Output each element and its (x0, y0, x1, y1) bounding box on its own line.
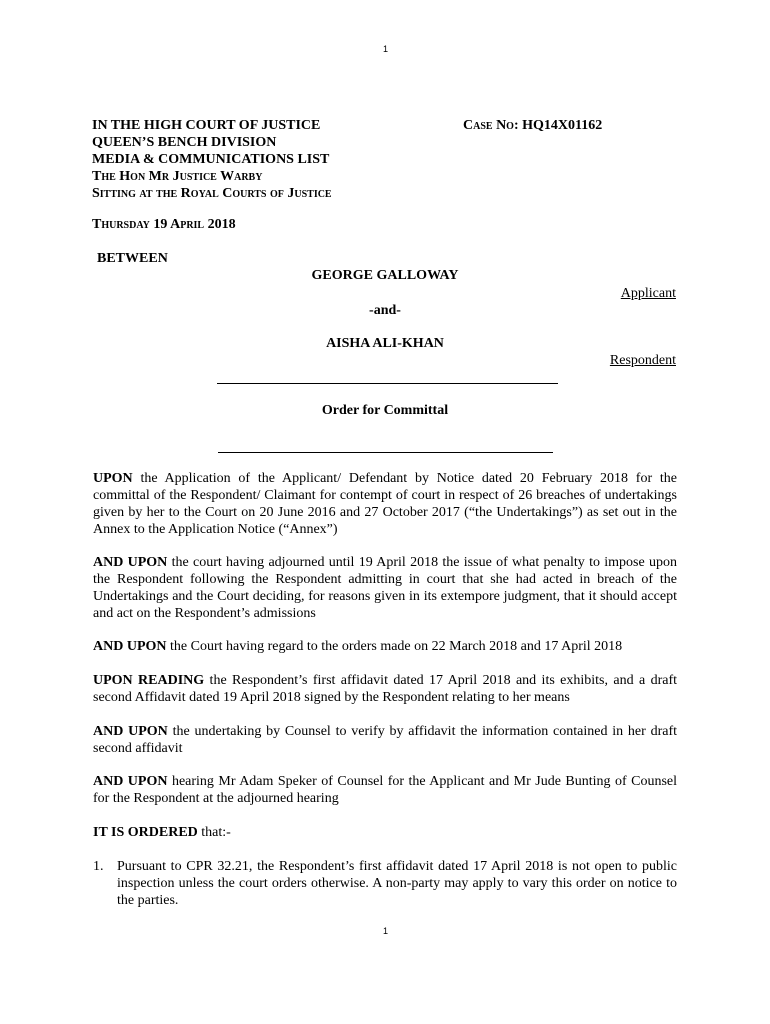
order-intro (93, 824, 677, 841)
applicant-name: GEORGE GALLOWAY (311, 268, 459, 283)
recital-text: hearing Mr Adam Speker of Counsel for the Applicant and Mr Jude Bunting of Counsel for the Respondent at the adjourned hearing (93, 774, 677, 806)
judge-line: The Hon Mr Justice Warby (92, 169, 263, 184)
recital-lead: AND UPON (93, 555, 168, 570)
recital-2 (93, 554, 677, 622)
recital-text: that:- (197, 825, 231, 840)
and-separator: -and- (369, 303, 401, 318)
recital-3 (93, 638, 677, 655)
recital-6 (93, 773, 677, 807)
respondent-role: Respondent (609, 353, 676, 368)
court-line-1: IN THE HIGH COURT OF JUSTICE (92, 118, 321, 133)
divider-top (217, 383, 558, 384)
order-title: Order for Committal (321, 403, 449, 418)
recital-text: the court having adjourned until 19 April 2018 the issue of what penalty to impose upon the Respondent following the Respondent admitting in court that she had acted in breach of the Undertakings and the Court deciding, for reasons given in its extempore judgment, that it should accept and act on the Respondent’s admissions (93, 555, 677, 621)
recital-1 (93, 470, 677, 538)
recital-text: the Application of the Applicant/ Defendant by Notice dated 20 February 2018 for the committal of the Respondent/ Claimant for contempt of court in respect of 26 breaches of undertakings given by her to the Court on 20 June 2016 and 27 October 2017 (“the Undertakings”) as set out in the Annex to the Application Notice (“Annex”) (93, 471, 677, 537)
recital-text: the Court having regard to the orders made on 22 March 2018 and 17 April 2018 (166, 639, 623, 654)
respondent-name: AISHA ALI-KHAN (326, 336, 444, 351)
recital-lead: AND UPON (93, 774, 168, 789)
divider-bottom (218, 452, 553, 453)
page-number-top: 1 (383, 44, 389, 54)
venue-line: Sitting at the Royal Courts of Justice (92, 186, 332, 201)
court-heading (92, 117, 332, 202)
page-number-bottom: 1 (383, 926, 389, 936)
recital-lead: AND UPON (93, 639, 167, 654)
order-item-number: 1. (93, 859, 104, 874)
court-line-2: QUEEN’S BENCH DIVISION (92, 135, 277, 150)
order-item-1 (93, 858, 677, 909)
recital-lead: UPON (93, 471, 133, 486)
court-line-3: MEDIA & COMMUNICATIONS LIST (92, 152, 330, 167)
order-item-text: Pursuant to CPR 32.21, the Respondent’s first affidavit dated 17 April 2018 is not open to public inspection unless the court orders otherwise. A non-party may apply to vary this order on notice to the parties. (117, 859, 677, 908)
recital-lead: AND UPON (93, 724, 168, 739)
recital-text: the Respondent’s first affidavit dated 17 April 2018 and its exhibits, and a draft second Affidavit dated 19 April 2018 signed by the Respondent relating to her means (93, 673, 677, 705)
recital-lead: UPON READING (93, 673, 205, 688)
between-label: BETWEEN (97, 251, 168, 266)
applicant-role: Applicant (620, 286, 676, 301)
recital-4 (93, 672, 677, 706)
recital-text: the undertaking by Counsel to verify by affidavit the information contained in her draft second affidavit (93, 724, 677, 756)
recital-5 (93, 723, 677, 757)
case-number: Case No: HQ14X01162 (463, 118, 603, 133)
recital-lead: IT IS ORDERED (93, 825, 198, 840)
hearing-date: Thursday 19 April 2018 (92, 217, 236, 232)
